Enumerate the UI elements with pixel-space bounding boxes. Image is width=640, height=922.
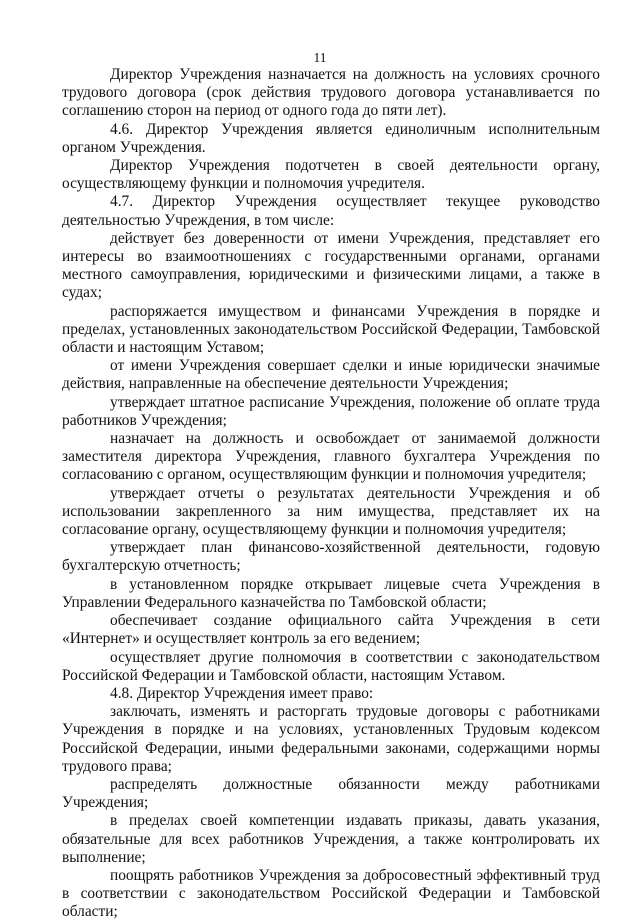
paragraph: от имени Учреждения совершает сделки и иные юридически значимые действия, направленные на обеспечение деятельности Учреждения; [62,357,600,393]
paragraph: утверждает отчеты о результатах деятельности Учреждения и об использовании закрепленного за ним имущества, представляет их на согласование органу, осуществляющему функции и полномочия учредителя; [62,484,600,539]
paragraph: распоряжается имуществом и финансами Учреждения в порядке и пределах, установленных законодательством Российской Федерации, Тамбовской области и настоящим Уставом; [62,302,600,357]
paragraph: действует без доверенности от имени Учреждения, представляет его интересы во взаимоотношениях с государственными органами, органами местного самоуправления, юридическими и физическими лицами, а также в судах; [62,229,600,302]
paragraph: осуществляет другие полномочия в соответствии с законодательством Российской Федерации и Тамбовской области, настоящим Уставом. [62,648,600,684]
document-body [62,66,600,922]
paragraph: 4.6. Директор Учреждения является единоличным исполнительным органом Учреждения. [62,120,600,156]
page-number: 11 [313,50,327,65]
paragraph: 4.7. Директор Учреждения осуществляет текущее руководство деятельностью Учреждения, в том числе: [62,193,600,229]
paragraph: в установленном порядке открывает лицевые счета Учреждения в Управлении Федерального казначейства по Тамбовской области; [62,575,600,611]
paragraph: в пределах своей компетенции издавать приказы, давать указания, обязательные для всех работников Учреждения, а также контролировать их выполнение; [62,812,600,866]
paragraph: назначает на должность и освобождает от занимаемой должности заместителя директора Учреждения, главного бухгалтера Учреждения по согласованию с органом, осуществляющим функции и полномочия учредителя; [62,430,600,484]
paragraph: 4.8. Директор Учреждения имеет право: [110,684,374,702]
paragraph: заключать, изменять и расторгать трудовые договоры с работниками Учреждения в порядке и на условиях, установленных Трудовым кодексом Российской Федерации, иными федеральными законами, содержащими нормы трудового права; [62,703,600,775]
paragraph: утверждает план финансово-хозяйственной деятельности, годовую бухгалтерскую отчетность; [62,539,600,575]
paragraph: Директор Учреждения назначается на должность на условиях срочного трудового договора (срок действия трудового договора устанавливается по соглашению сторон на период от одного года до пяти лет). [62,66,600,120]
paragraph: поощрять работников Учреждения за добросовестный эффективный труд в соответствии с законодательством Российской Федерации и Тамбовской области; [62,866,600,921]
paragraph: распределять должностные обязанности между работниками Учреждения; [62,775,600,812]
paragraph: Директор Учреждения подотчетен в своей деятельности органу, осуществляющему функции и полномочия учредителя. [62,157,600,193]
paragraph: утверждает штатное расписание Учреждения, положение об оплате труда работников Учреждения; [62,393,600,429]
paragraph: обеспечивает создание официального сайта Учреждения в сети «Интернет» и осуществляет контроль за его ведением; [62,612,600,648]
